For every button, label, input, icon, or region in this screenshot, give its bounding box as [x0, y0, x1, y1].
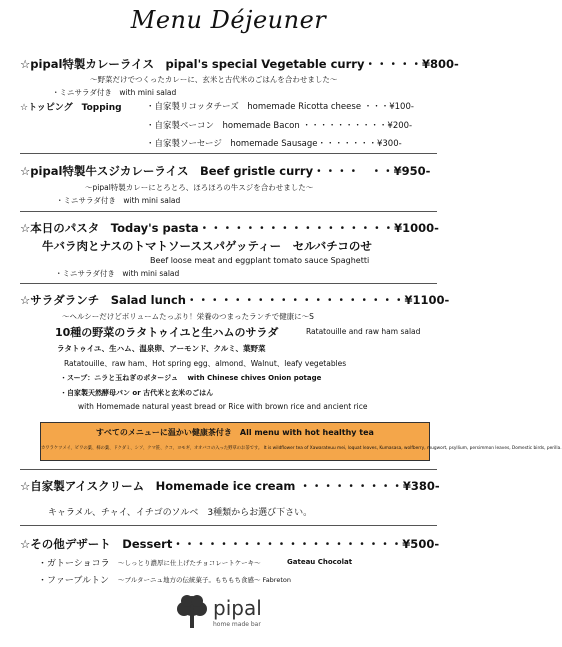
salad-name-en: Ratatouille and raw ham salad — [306, 327, 421, 336]
salad-lunch-heading: ☆サラダランチ Salad lunch・・・・・・・・・・・・・・・・・・・¥1100- — [20, 293, 450, 307]
tree-icon — [175, 594, 209, 632]
salad-bread-en: with Homemade natural yeast bread or Rice with brown rice and ancient rice — [78, 402, 368, 411]
pasta-salad-note: ・ミニサラダ付き with mini salad — [55, 269, 180, 278]
beef-curry-description: 〜pipal特製カレーにとろとろ、ほろほろの牛スジを合わせました〜 — [85, 183, 314, 192]
topping-item: ・自家製リコッタチーズ homemade Ricotta cheese ・・・¥100- — [146, 102, 414, 112]
pasta-heading: ☆本日のパスタ Today's pasta・・・・・・・・・・・・・・・・・¥1000- — [20, 221, 439, 235]
salad-ingredients-en: Ratatouille、raw ham、Hot spring egg、almond、Walnut、leafy vegetables — [64, 359, 347, 368]
logo-name: pipal — [213, 596, 262, 620]
menu-title: Menu Déjeuner — [130, 6, 327, 34]
banner-detail: カワラケツメイ、ビワの葉、柿の葉、ドクダミ、シソ、クマ笹、クコ、ヨモギ、オオバコの入った野草のお茶です。 It is wildflower tea of Xawarateuu mei, loquat leaves, Kumasasa, wolfberry, mugwort, psyllium, persimmon leaves, Domestic birds, perilla. — [41, 446, 562, 451]
salad-lunch-tagline: 〜ヘルシーだけどボリュームたっぷり！栄養のつまったランチで健康に〜S — [62, 312, 314, 321]
divider — [20, 525, 437, 526]
dessert-item-desc: 〜ブルターニュ地方の伝統菓子。もちもち食感〜 Fabreton — [118, 576, 291, 584]
salad-bread-jp: ・自家製天然酵母パン or 古代米と玄米のごはん — [60, 389, 214, 397]
dessert-item-desc: 〜しっとり濃厚に仕上げたチョコレートケーキ〜 — [118, 559, 261, 567]
topping-item: ・自家製ベーコン homemade Bacon ・・・・・・・・・・¥200- — [146, 121, 413, 131]
icecream-options: キャラメル、チャイ、イチゴのソルベ 3種類からお選び下さい。 — [48, 508, 313, 518]
beef-salad-note: ・ミニサラダ付き with mini salad — [56, 196, 181, 205]
salad-ingredients-jp: ラタトゥイユ、生ハム、温泉卵、アーモンド、クルミ、葉野菜 — [57, 344, 266, 353]
dessert-item-name: ・ファーブルトン — [38, 576, 110, 586]
topping-label: ☆トッピング Topping — [20, 103, 122, 113]
pasta-name-jp: 牛バラ肉とナスのトマトソーススパゲッティー セルバチコのせ — [42, 239, 372, 253]
dessert-heading: ☆その他デザート Dessert・・・・・・・・・・・・・・・・・・・・¥500- — [20, 537, 440, 551]
dessert-item-en: Gateau Chocolat — [287, 558, 353, 566]
curry-salad-note: ・ミニサラダ付き with mini salad — [52, 88, 177, 97]
divider — [20, 469, 437, 470]
divider — [20, 211, 437, 212]
icecream-heading: ☆自家製アイスクリーム Homemade ice cream ・・・・・・・・・¥380- — [20, 479, 440, 493]
divider — [20, 153, 437, 154]
topping-item: ・自家製ソーセージ homemade Sausage・・・・・・・¥300- — [146, 139, 402, 149]
pasta-name-en: Beef loose meat and eggplant tomato sauce Spaghetti — [150, 256, 370, 265]
divider — [20, 283, 437, 284]
curry-description: 〜野菜だけでつくったカレーに、玄米と古代米のごはんを合わせました〜 — [90, 75, 338, 84]
healthy-tea-banner — [40, 422, 562, 461]
banner-title: すべてのメニューに温かい健康茶付き All menu with hot healthy tea — [96, 428, 374, 437]
beef-curry-heading: ☆pipal特製牛スジカレーライス Beef gristle curry・・・・ ・・¥950- — [20, 164, 431, 178]
salad-soup: ・スープ：ニラと玉ねぎのポタージュ with Chinese chives Onion potage — [60, 374, 322, 382]
dessert-item-name: ・ガトーショコラ — [38, 559, 110, 569]
salad-name-jp: 10種の野菜のラタトゥイユと生ハムのサラダ — [55, 326, 279, 339]
curry-heading: ☆pipal特製カレーライス pipal's special Vegetable curry・・・・・¥800- — [20, 57, 459, 71]
logo-tagline: home made bar — [213, 621, 261, 628]
